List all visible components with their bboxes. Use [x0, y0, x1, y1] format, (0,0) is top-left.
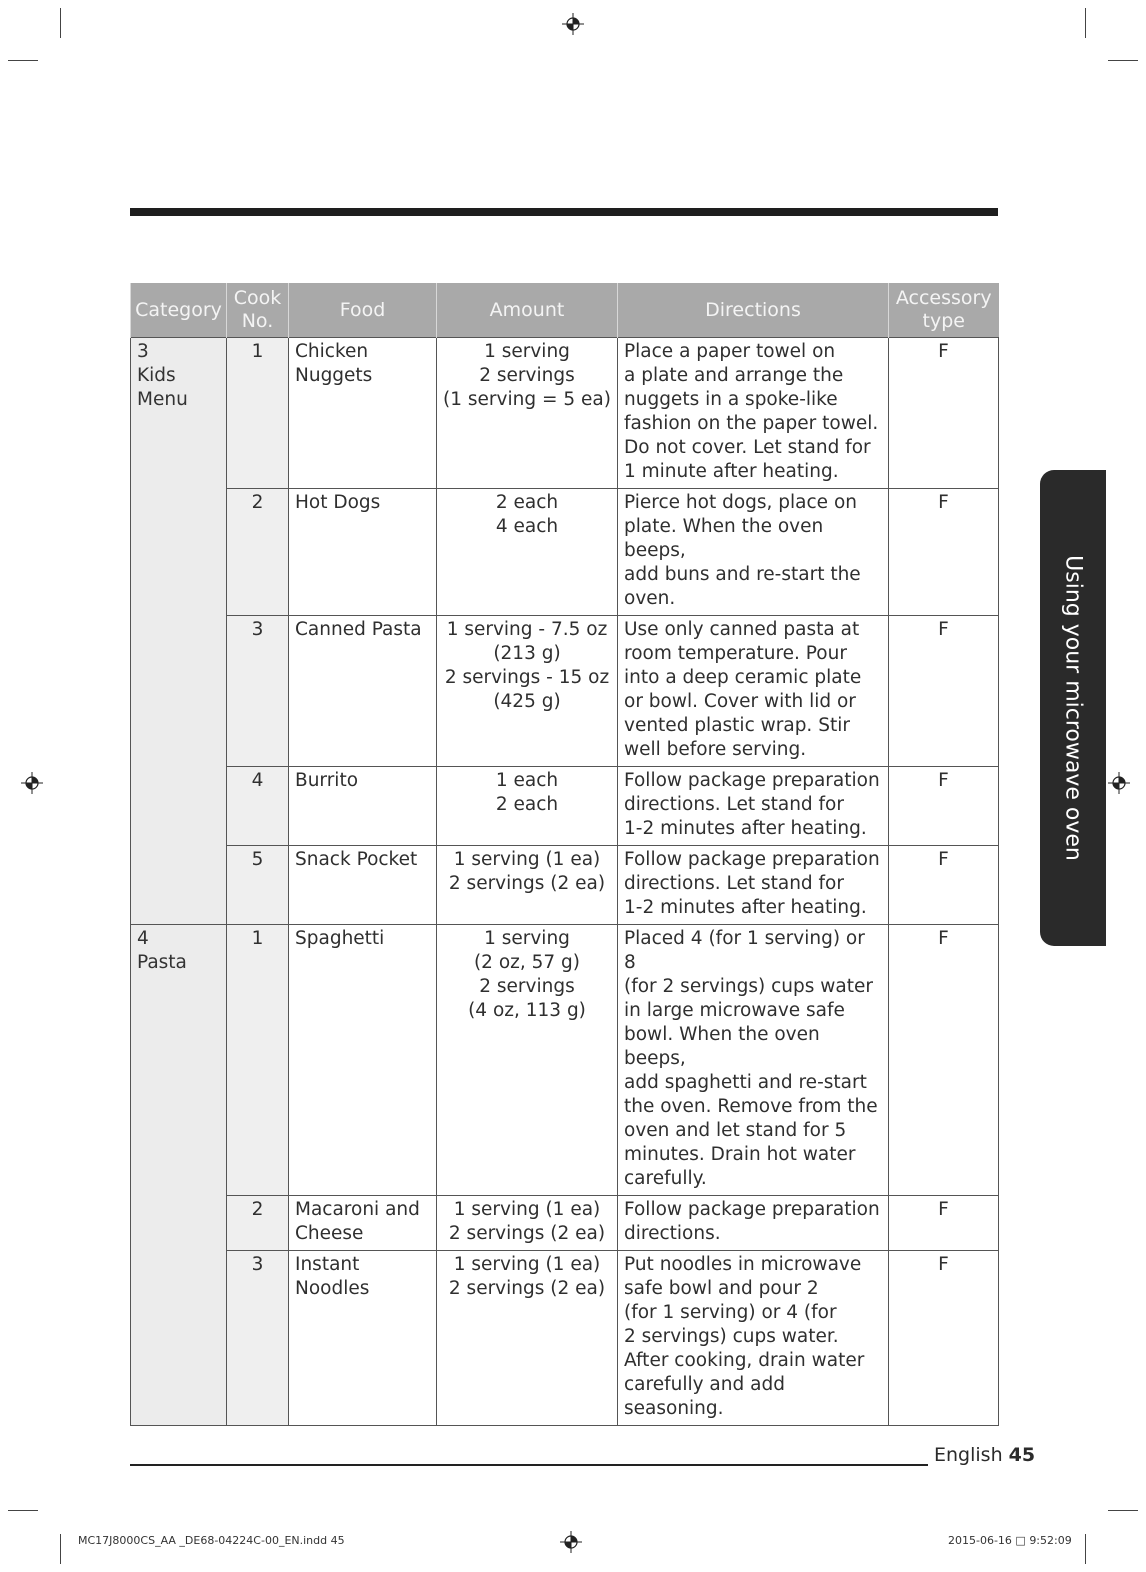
footer-page-label: [934, 1444, 1035, 1466]
directions-cell: [618, 1196, 889, 1251]
amount-line: 2 servings (2 ea): [448, 1223, 606, 1244]
cook-no-cell: 4: [227, 767, 289, 846]
food-cell: Chicken Nuggets: [289, 338, 437, 489]
directions-line: 1 minute after heating.: [624, 461, 839, 482]
accessory-type-cell: F: [889, 925, 999, 1196]
directions-line: vented plastic wrap. Stir: [624, 715, 850, 736]
table-header-row: [131, 283, 999, 338]
registration-mark-icon: [1108, 772, 1130, 794]
directions-line: directions. Let stand for: [624, 794, 844, 815]
amount-cell: [437, 489, 618, 616]
header-rule: [130, 208, 998, 216]
category-line: 3: [137, 341, 149, 362]
amount-line: (213 g): [493, 643, 561, 664]
table-row: [131, 925, 999, 1196]
directions-line: Follow package preparation: [624, 849, 880, 870]
amount-line: 2 servings (2 ea): [448, 1278, 606, 1299]
amount-line: 1 serving: [484, 928, 570, 949]
accessory-type-cell: F: [889, 1251, 999, 1426]
directions-line: into a deep ceramic plate: [624, 667, 862, 688]
directions-cell: [618, 338, 889, 489]
directions-line: Follow package preparation: [624, 1199, 880, 1220]
amount-line: 2 each: [495, 794, 559, 815]
amount-line: 2 each: [495, 492, 559, 513]
category-cell: [131, 925, 227, 1426]
directions-line: Use only canned pasta at: [624, 619, 860, 640]
food-cell: Instant Noodles: [289, 1251, 437, 1426]
directions-line: 1-2 minutes after heating.: [624, 897, 867, 918]
directions-line: 2 servings) cups water.: [624, 1326, 839, 1347]
category-line: 4: [137, 928, 149, 949]
category-line: Menu: [137, 389, 188, 410]
directions-line: in large microwave safe: [624, 1000, 845, 1021]
amount-line: 1 serving (1 ea): [453, 1199, 601, 1220]
food-cell: Burrito: [289, 767, 437, 846]
amount-line: (2 oz, 57 g): [473, 952, 581, 973]
amount-cell: [437, 1196, 618, 1251]
directions-line: fashion on the paper towel.: [624, 413, 879, 434]
page-number: 45: [1008, 1444, 1036, 1466]
category-line: Kids: [137, 365, 176, 386]
cook-no-cell: 2: [227, 1196, 289, 1251]
footer-rule: [130, 1464, 928, 1466]
amount-line: 1 serving - 7.5 oz: [446, 619, 608, 640]
header-category: Category: [131, 283, 227, 338]
directions-line: plate. When the oven beeps,: [624, 516, 824, 561]
cook-no-cell: 3: [227, 1251, 289, 1426]
header-food: Food: [289, 283, 437, 338]
food-cell: Snack Pocket: [289, 846, 437, 925]
amount-cell: [437, 767, 618, 846]
directions-line: bowl. When the oven beeps,: [624, 1024, 820, 1069]
directions-line: Pierce hot dogs, place on: [624, 492, 857, 513]
cook-no-cell: 1: [227, 338, 289, 489]
directions-line: After cooking, drain water: [624, 1350, 865, 1371]
amount-line: 4 each: [495, 516, 559, 537]
directions-line: the oven. Remove from the: [624, 1096, 878, 1117]
table-row: [131, 1196, 999, 1251]
table-row: [131, 767, 999, 846]
accessory-type-cell: F: [889, 489, 999, 616]
directions-line: minutes. Drain hot water: [624, 1144, 856, 1165]
food-cell: Canned Pasta: [289, 616, 437, 767]
amount-line: (1 serving = 5 ea): [443, 389, 611, 410]
directions-line: nuggets in a spoke-like: [624, 389, 838, 410]
accessory-type-cell: F: [889, 767, 999, 846]
directions-line: room temperature. Pour: [624, 643, 847, 664]
amount-line: 2 servings - 15 oz: [444, 667, 610, 688]
amount-line: (4 oz, 113 g): [468, 1000, 586, 1021]
accessory-type-cell: F: [889, 846, 999, 925]
directions-line: oven and let stand for 5: [624, 1120, 847, 1141]
header-amount: Amount: [437, 283, 618, 338]
directions-cell: [618, 767, 889, 846]
print-slug-timestamp: 2015-06-16 □ 9:52:09: [948, 1534, 1072, 1547]
accessory-type-cell: F: [889, 338, 999, 489]
directions-line: add spaghetti and re-start: [624, 1072, 867, 1093]
directions-line: add buns and re-start the: [624, 564, 861, 585]
food-cell: Macaroni and Cheese: [289, 1196, 437, 1251]
amount-line: 2 servings (2 ea): [448, 873, 606, 894]
directions-line: oven.: [624, 588, 676, 609]
food-cell: Spaghetti: [289, 925, 437, 1196]
directions-line: a plate and arrange the: [624, 365, 844, 386]
amount-cell: [437, 1251, 618, 1426]
directions-line: directions. Let stand for: [624, 873, 844, 894]
header-directions: Directions: [618, 283, 889, 338]
amount-line: (425 g): [493, 691, 561, 712]
section-side-tab: [1040, 470, 1106, 946]
table-row: [131, 616, 999, 767]
side-tab-label: Using your microwave oven: [1060, 555, 1086, 861]
crop-mark: [1108, 60, 1138, 61]
amount-line: 1 serving (1 ea): [453, 1254, 601, 1275]
directions-line: or bowl. Cover with lid or: [624, 691, 856, 712]
crop-mark: [1108, 1510, 1138, 1511]
footer-language: English: [934, 1444, 1003, 1466]
registration-mark-icon: [21, 772, 43, 794]
table-row: [131, 1251, 999, 1426]
directions-line: (for 2 servings) cups water: [624, 976, 873, 997]
directions-line: Do not cover. Let stand for: [624, 437, 871, 458]
amount-line: 2 servings: [479, 365, 575, 386]
food-cell: Hot Dogs: [289, 489, 437, 616]
registration-mark-icon: [562, 13, 584, 35]
directions-line: well before serving.: [624, 739, 807, 760]
header-accessory-type: Accessory type: [889, 283, 999, 338]
directions-line: Put noodles in microwave: [624, 1254, 862, 1275]
amount-line: 2 servings: [479, 976, 575, 997]
crop-mark: [8, 1510, 38, 1511]
amount-line: 1 each: [495, 770, 559, 791]
registration-mark-icon: [560, 1531, 582, 1553]
table-row: [131, 489, 999, 616]
category-cell: [131, 338, 227, 925]
crop-mark: [60, 8, 61, 38]
print-slug-file: MC17J8000CS_AA _DE68-04224C-00_EN.indd 45: [78, 1534, 345, 1547]
directions-line: safe bowl and pour 2: [624, 1278, 819, 1299]
accessory-type-cell: F: [889, 616, 999, 767]
table-row: [131, 846, 999, 925]
directions-line: Placed 4 (for 1 serving) or 8: [624, 928, 865, 973]
directions-line: directions.: [624, 1223, 721, 1244]
amount-cell: [437, 846, 618, 925]
table-row: [131, 338, 999, 489]
amount-cell: [437, 338, 618, 489]
directions-line: 1-2 minutes after heating.: [624, 818, 867, 839]
cook-no-cell: 5: [227, 846, 289, 925]
amount-line: 1 serving (1 ea): [453, 849, 601, 870]
accessory-type-cell: F: [889, 1196, 999, 1251]
directions-line: carefully.: [624, 1168, 707, 1189]
table-body: [131, 338, 999, 1426]
crop-mark: [1085, 8, 1086, 38]
directions-line: (for 1 serving) or 4 (for: [624, 1302, 837, 1323]
directions-cell: [618, 616, 889, 767]
amount-cell: [437, 616, 618, 767]
cook-no-cell: 2: [227, 489, 289, 616]
directions-cell: [618, 925, 889, 1196]
amount-line: 1 serving: [484, 341, 570, 362]
header-cook-no: Cook No.: [227, 283, 289, 338]
crop-mark: [1085, 1534, 1086, 1564]
amount-cell: [437, 925, 618, 1196]
crop-mark: [8, 60, 38, 61]
directions-line: Follow package preparation: [624, 770, 880, 791]
directions-cell: [618, 846, 889, 925]
crop-mark: [60, 1534, 61, 1564]
directions-cell: [618, 489, 889, 616]
auto-cook-table: [130, 283, 999, 1426]
directions-cell: [618, 1251, 889, 1426]
cook-no-cell: 1: [227, 925, 289, 1196]
cook-no-cell: 3: [227, 616, 289, 767]
directions-line: Place a paper towel on: [624, 341, 836, 362]
category-line: Pasta: [137, 952, 187, 973]
directions-line: carefully and add seasoning.: [624, 1374, 785, 1419]
